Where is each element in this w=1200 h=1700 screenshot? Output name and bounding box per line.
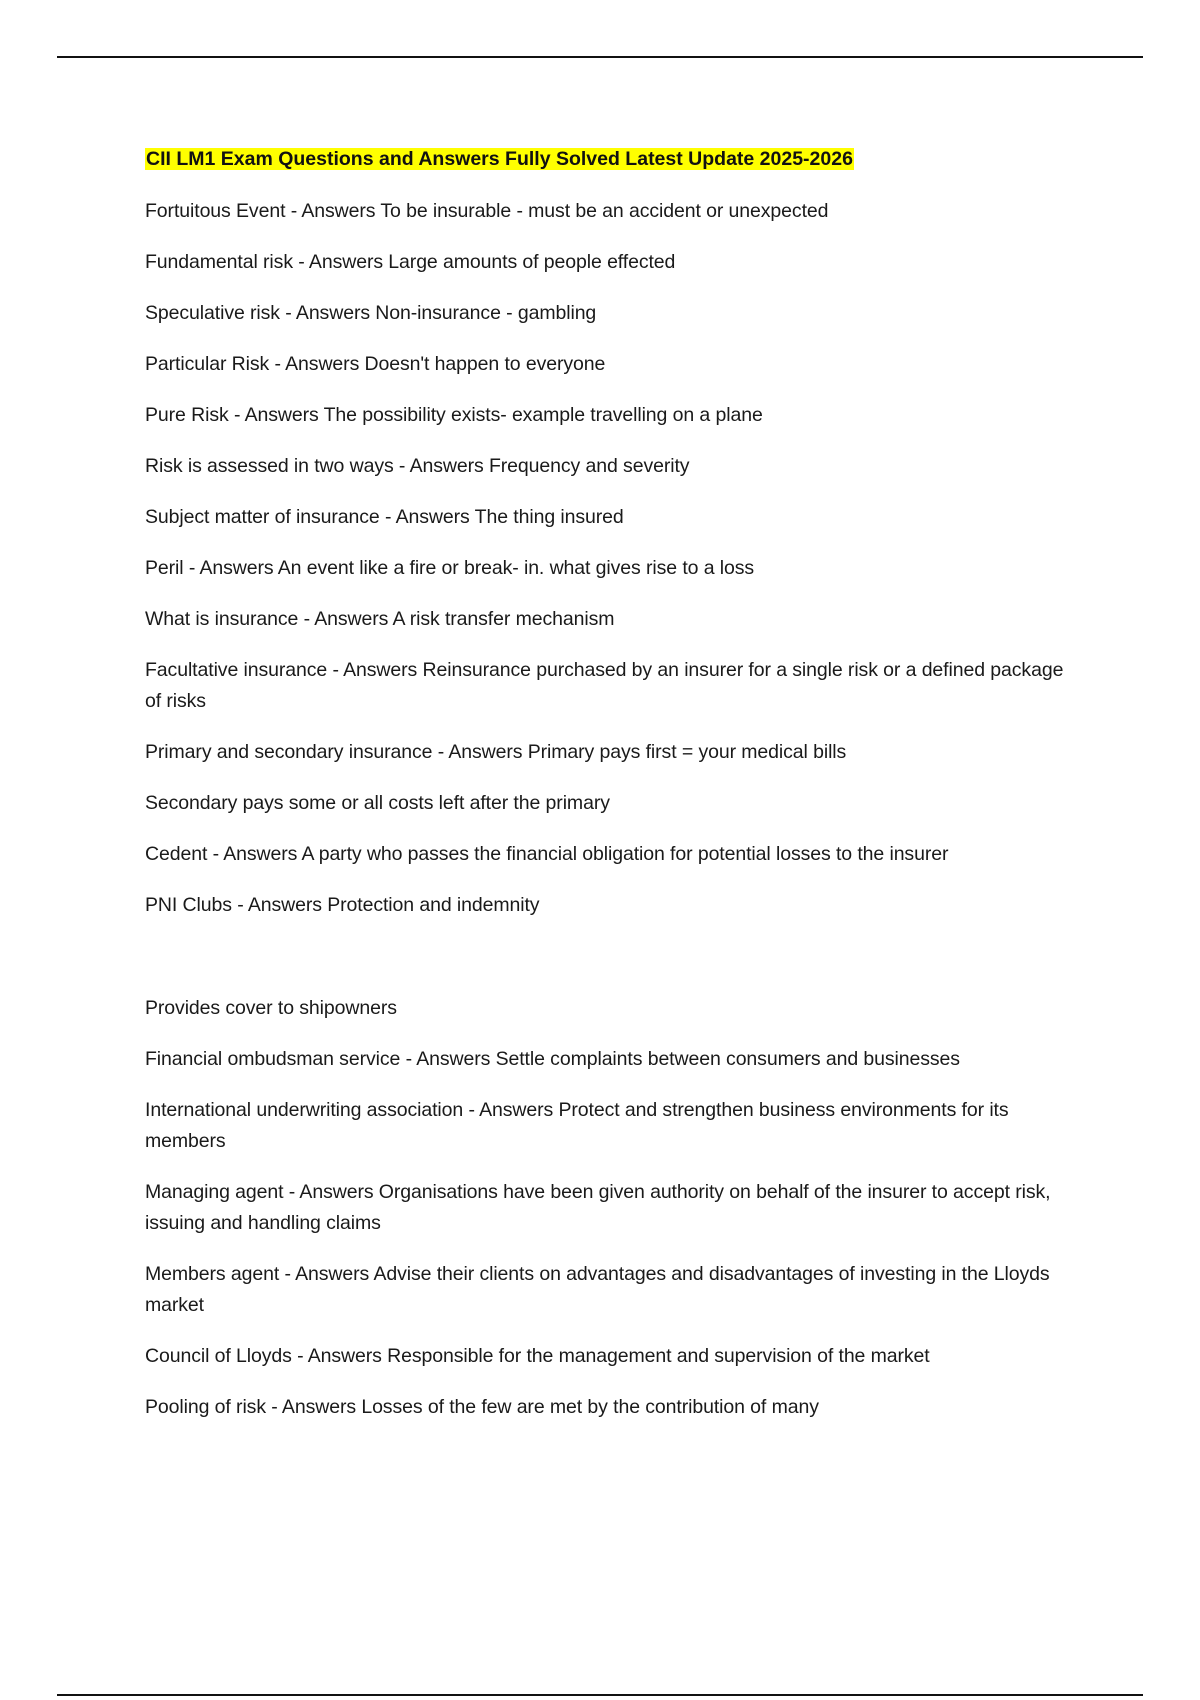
qa-entry-fundamental-risk: Fundamental risk - Answers Large amounts of people effected [145, 251, 676, 273]
qa-entry-peril: Peril - Answers An event like a fire or break- in. what gives rise to a loss [145, 557, 755, 579]
title-block [145, 145, 1075, 175]
bottom-rule [57, 1694, 1143, 1696]
document-body [145, 145, 1075, 1443]
top-rule [57, 56, 1143, 58]
qa-entry-pure-risk: Pure Risk - Answers The possibility exists- example travelling on a plane [145, 404, 763, 426]
qa-entry-particular-risk: Particular Risk - Answers Doesn't happen to everyone [145, 353, 606, 375]
qa-entry-speculative-risk: Speculative risk - Answers Non-insurance - gambling [145, 302, 597, 324]
qa-entry-provides-cover: Provides cover to shipowners [145, 997, 397, 1019]
qa-entry-risk-assessed: Risk is assessed in two ways - Answers Frequency and severity [145, 455, 690, 477]
qa-entry-facultative-insurance: Facultative insurance - Answers Reinsurance purchased by an insurer for a single risk or a defined package of risks [145, 659, 1064, 712]
qa-entry-subject-matter: Subject matter of insurance - Answers The thing insured [145, 506, 624, 528]
qa-entry-members-agent: Members agent - Answers Advise their clients on advantages and disadvantages of investing in the Lloyds market [145, 1263, 1050, 1316]
qa-entry-financial-ombudsman: Financial ombudsman service - Answers Settle complaints between consumers and businesses [145, 1048, 960, 1070]
qa-entry-pooling-of-risk: Pooling of risk - Answers Losses of the few are met by the contribution of many [145, 1396, 819, 1418]
qa-entry-cedent: Cedent - Answers A party who passes the financial obligation for potential losses to the insurer [145, 843, 949, 865]
qa-entry-council-of-lloyds: Council of Lloyds - Answers Responsible for the management and supervision of the market [145, 1345, 930, 1367]
blank-gap [145, 941, 1075, 993]
qa-entry-primary-secondary: Primary and secondary insurance - Answers Primary pays first = your medical bills [145, 741, 847, 763]
document-title: CII LM1 Exam Questions and Answers Fully Solved Latest Update 2025-2026 [146, 148, 853, 170]
qa-entry-fortuitous-event: Fortuitous Event - Answers To be insurable - must be an accident or unexpected [145, 200, 829, 222]
qa-entry-managing-agent: Managing agent - Answers Organisations have been given authority on behalf of the insurer to accept risk, issuing and handling claims [145, 1181, 1051, 1234]
qa-entry-pni-clubs: PNI Clubs - Answers Protection and indemnity [145, 894, 540, 916]
qa-entry-international-underwriting: International underwriting association - Answers Protect and strengthen business environments for its members [145, 1099, 1009, 1152]
qa-entry-secondary-pays: Secondary pays some or all costs left after the primary [145, 792, 610, 814]
qa-entry-what-is-insurance: What is insurance - Answers A risk transfer mechanism [145, 608, 615, 630]
